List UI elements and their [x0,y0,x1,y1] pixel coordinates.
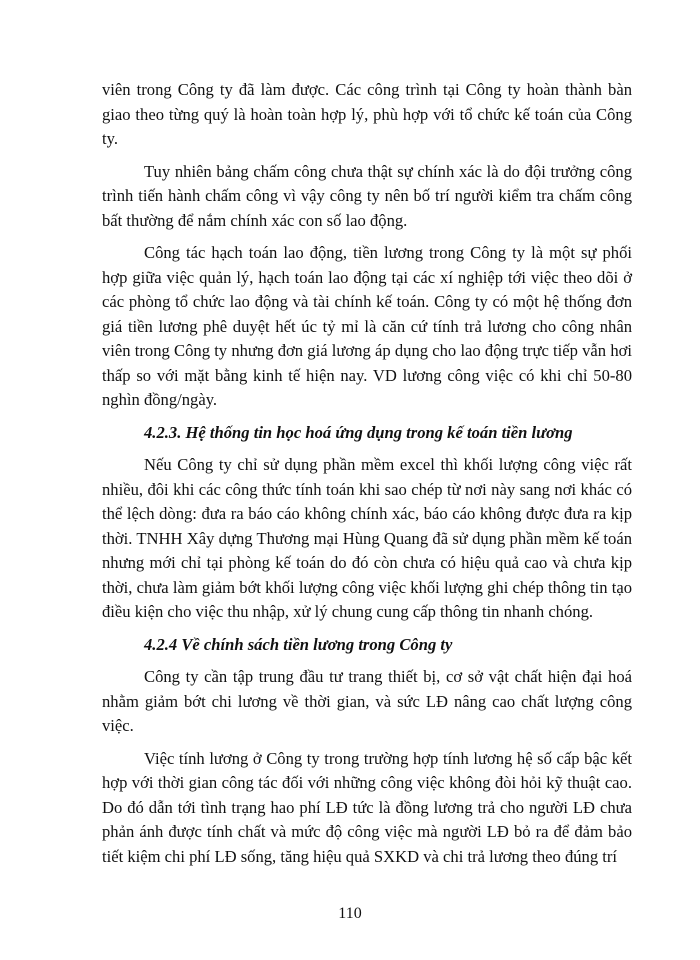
section-heading-4-2-4: 4.2.4 Về chính sách tiền lương trong Công ty [144,634,453,654]
paragraph-salary-calculation: Việc tính lương ở Công ty trong trường hợp tính lương hệ số cấp bậc kết hợp với thời gian công tác đối với những công việc không đòi hỏi kỹ thuật cao. Do đó dẫn tới tình trạng hao phí LĐ tức là đồng lương trả cho người LĐ chưa phản ánh được tính chất và mức độ công việc mà người LĐ bỏ ra để đảm bảo tiết kiệm chi phí LĐ sống, tăng hiệu quả SXKD và chi trả lương theo đúng trí [102,748,632,866]
paragraph-intro: viên trong Công ty đã làm được. Các công trình tại Công ty hoàn thành bàn giao theo từng quý là hoàn toàn hợp lý, phù hợp với tổ chức kế toán của Công ty. [102,80,632,148]
page-body [102,78,632,877]
paragraph-labor-accounting: Công tác hạch toán lao động, tiền lương trong Công ty là một sự phối hợp giữa việc quản lý, hạch toán lao động tại các xí nghiệp tới việc theo dõi ở các phòng tổ chức lao động và tài chính kế toán. Công ty có một hệ thống đơn giá tiền lương phê duyệt hết úc tỷ mỉ là căn cứ tính trả lương cho công nhân viên trong Công ty nhưng đơn giá lương áp dụng cho lao động trực tiếp vẫn hơi thấp so với mặt bằng kinh tế hiện nay. VD lương công việc có khi chỉ 50-80 nghìn đồng/ngày. [102,243,632,409]
section-heading-4-2-3: 4.2.3. Hệ thống tin học hoá ứng dụng trong kế toán tiền lương [144,422,573,442]
page-number: 110 [338,905,362,922]
paragraph-attendance: Tuy nhiên bảng chấm công chưa thật sự chính xác là do đội trưởng công trình tiến hành chấm công vì vậy công ty nên bố trí người kiểm tra chấm công bất thường để nắm chính xác con số lao động. [102,161,632,230]
paragraph-investment: Công ty cần tập trung đầu tư trang thiết bị, cơ sở vật chất hiện đại hoá nhằm giảm bớt chi lương về thời gian, và sức LĐ nâng cao chất lượng công việc. [102,667,632,735]
paragraph-software: Nếu Công ty chỉ sử dụng phần mềm excel thì khối lượng công việc rất nhiều, đôi khi các công thức tính toán khi sao chép từ nơi này sang nơi khác có thể lệch dòng: đưa ra báo cáo không chính xác, báo cáo không được đưa ra kịp thời. TNHH Xây dựng Thương mại Hùng Quang đã sử dụng phần mềm kế toán nhưng mới chỉ tại phòng kế toán do đó còn chưa có hiệu quả cao và chưa kịp thời, chưa làm giảm bớt khối lượng công việc khối lượng ghi chép thông tin tạo điều kiện cho việc thu nhập, xử lý chung cung cấp thông tin nhanh chóng. [102,455,632,621]
